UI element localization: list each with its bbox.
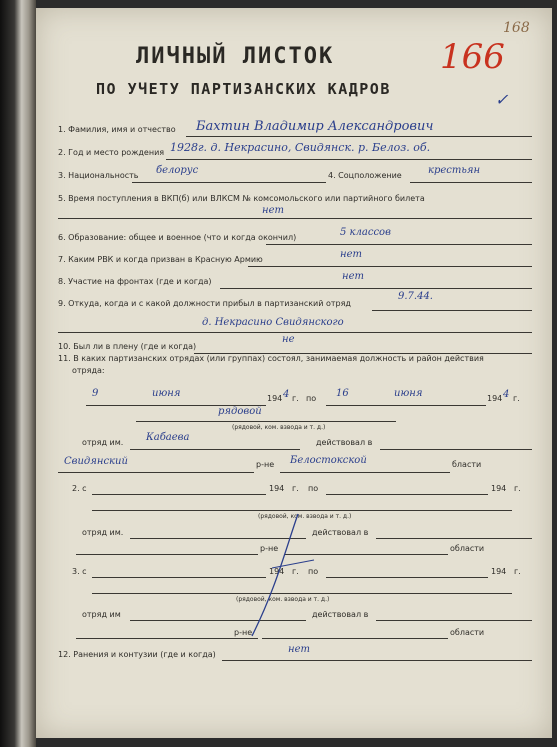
page-subtitle: ПО УЧЕТУ ПАРТИЗАНСКИХ КАДРОВ (96, 80, 391, 98)
entry-1-month-to: июня (394, 388, 423, 399)
field-4-value: крестьян (428, 165, 481, 176)
entry-1-district: Свидянский (64, 456, 128, 467)
entry-1-year-to: 4 (503, 389, 510, 400)
entry-1-year-prefix: 194 (267, 394, 283, 403)
entry-2-acted-label: действовал в (312, 528, 369, 537)
field-5-label: 5. Время поступления в ВКП(б) или ВЛКСМ № комсомольского или партийного билета (58, 194, 425, 203)
entry-2-position-hint: (рядовой, ком. взвода и т. д.) (258, 513, 352, 520)
entry-3-acted-label: действовал в (312, 610, 369, 619)
cross-out-stroke (36, 8, 552, 738)
field-9-label: 9. Откуда, когда и с какой должности прибыл в партизанский отряд (58, 299, 351, 308)
corner-number: 168 (503, 20, 530, 36)
entry-1-rne-label: р-не (256, 460, 275, 469)
entry-3-rne-label: р-не (234, 628, 253, 637)
entry-3-po: по (308, 567, 319, 576)
field-4-label: 4. Соцположение (328, 171, 402, 180)
entry-3-otryad-label: отряд им (82, 610, 121, 619)
entry-1-acted-label: действовал в (316, 438, 373, 447)
field-1-value: Бахтин Владимир Александрович (196, 119, 434, 134)
field-7-label: 7. Каким РВК и когда призван в Красную Армию (58, 255, 263, 264)
field-2-value: 1928г. д. Некрасино, Свидянск. р. Белоз. об. (170, 141, 431, 154)
entry-3-year-prefix-to: 194 (491, 567, 507, 576)
field-11-label: 11. В каких партизанских отрядах (или группах) состоял, занимаемая должность и район действия (58, 354, 484, 363)
entry-2-g-to: г. (514, 484, 521, 493)
entry-3-position-hint: (рядовой, ком. взвода и т. д.) (236, 596, 330, 603)
entry-2-rne-label: р-не (260, 544, 279, 553)
field-9-value: 9.7.44. (398, 291, 433, 302)
entry-3-year-prefix: 194 (269, 567, 285, 576)
entry-2-otryad-label: отряд им. (82, 528, 124, 537)
field-3-value: белорус (156, 165, 199, 176)
entry-2-year-prefix: 194 (269, 484, 285, 493)
field-12-value: нет (288, 644, 310, 655)
entry-2-po: по (308, 484, 319, 493)
entry-3-oblasti-label: области (450, 628, 485, 637)
entry-2-c: 2. с (72, 484, 87, 493)
field-6-value: 5 классов (340, 227, 391, 238)
entry-1-year-prefix-to: 194 (487, 394, 503, 403)
field-6-label: 6. Образование: общее и военное (что и когда окончил) (58, 233, 297, 242)
entry-1-day-to: 16 (336, 388, 349, 399)
entry-3-g-to: г. (514, 567, 521, 576)
entry-1-oblasti-label: бласти (452, 460, 482, 469)
field-8-label: 8. Участие на фронтах (где и когда) (58, 277, 212, 286)
field-10-label: 10. Был ли в плену (где и когда) (58, 342, 197, 351)
field-8-value: нет (342, 271, 364, 282)
entry-1-po: по (306, 394, 317, 403)
entry-2-oblasti-label: области (450, 544, 485, 553)
field-11-label-cont: отряда: (72, 366, 105, 375)
entry-2-year-prefix-to: 194 (491, 484, 507, 493)
field-12-label: 12. Ранения и контузии (где и когда) (58, 650, 216, 659)
entry-1-position-hint: (рядовой, ком. взвода и т. д.) (232, 424, 326, 431)
field-10-value: не (282, 334, 295, 345)
entry-1-otryad-label: отряд им. (82, 438, 124, 447)
book-binding (0, 0, 36, 747)
entry-1-g: г. (292, 394, 299, 403)
field-9-value-2: д. Некрасино Свидянского (202, 317, 344, 328)
entry-1-year-from: 4 (283, 389, 290, 400)
field-2-label: 2. Год и место рождения (58, 148, 165, 157)
entry-1-month-from: июня (152, 388, 181, 399)
checkmark: ✓ (495, 90, 509, 109)
field-7-value: нет (340, 249, 362, 260)
entry-1-region: Белостокской (290, 455, 367, 466)
entry-3-c: 3. с (72, 567, 87, 576)
document-page (36, 8, 552, 738)
entry-3-g: г. (292, 567, 299, 576)
entry-1-detachment: Кабаева (146, 432, 190, 443)
stamp-number: 166 (440, 37, 505, 77)
field-3-label: 3. Национальность (58, 171, 139, 180)
field-5-value: нет (262, 205, 284, 216)
entry-1-day-from: 9 (92, 388, 99, 399)
entry-1-g-to: г. (513, 394, 520, 403)
entry-2-g: г. (292, 484, 299, 493)
entry-1-position: рядовой (218, 406, 262, 417)
field-1-label: 1. Фамилия, имя и отчество (58, 125, 176, 134)
page-title: ЛИЧНЫЙ ЛИСТОК (136, 44, 335, 69)
